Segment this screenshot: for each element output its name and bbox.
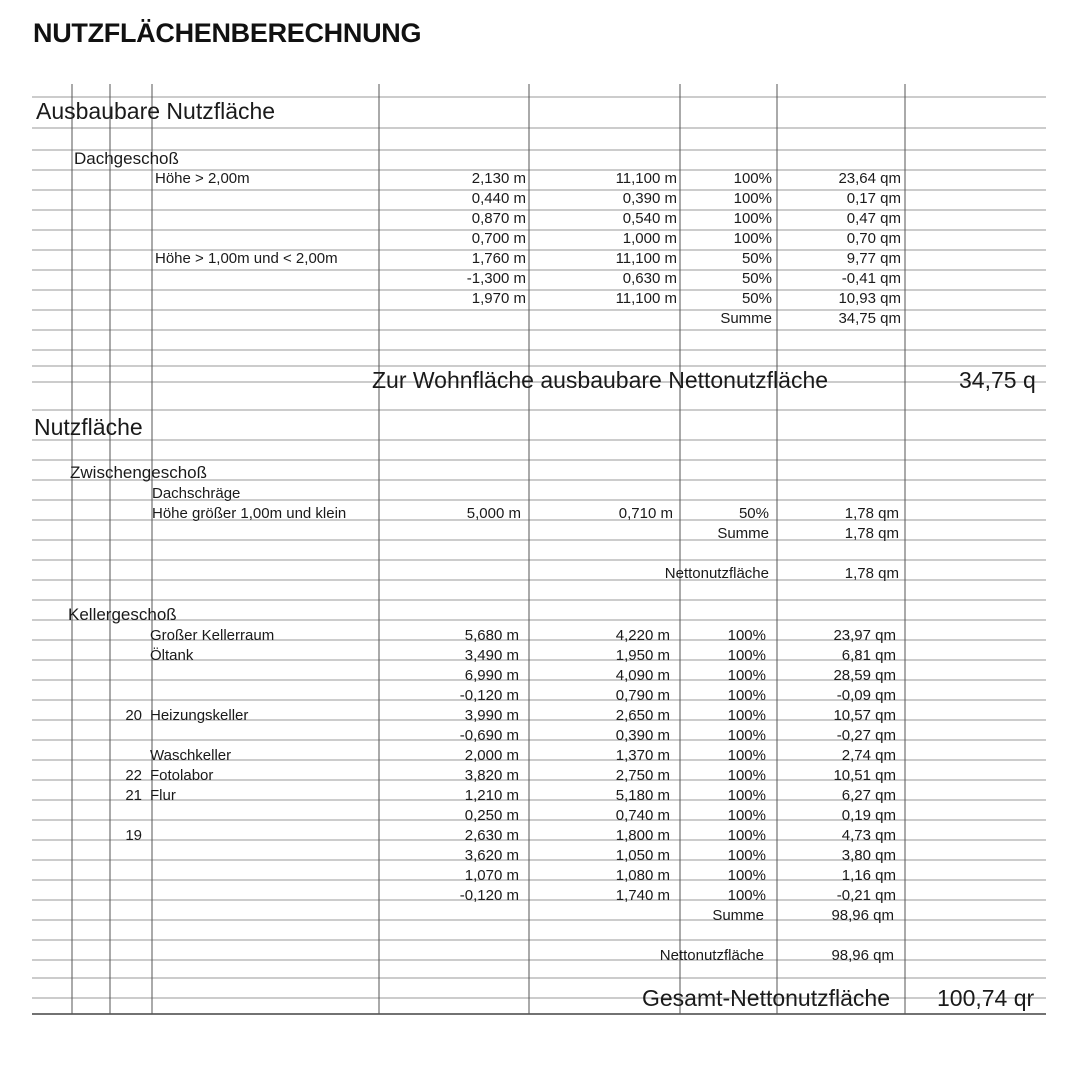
length-value: 0,250 m [464,807,519,824]
percent-value: 100% [727,627,766,644]
length-value: 1,760 m [471,250,526,267]
floor-label: Dachgeschoß [74,149,179,168]
row-label: Höhe > 2,00m [155,170,250,187]
area-value: 1,78 qm [844,505,899,522]
page-title: NUTZFLÄCHENBERECHNUNG [33,18,422,48]
width-value: 4,220 m [615,627,670,644]
area-value: 1,16 qm [841,867,896,884]
area-value: 28,59 qm [833,667,896,684]
sum-value: 98,96 qm [831,907,894,924]
width-value: 0,390 m [622,190,677,207]
percent-value: 50% [738,505,769,522]
room-number: 19 [125,827,142,844]
percent-value: 100% [727,647,766,664]
width-value: 0,790 m [615,687,670,704]
length-value: 2,000 m [464,747,519,764]
length-value: 0,870 m [471,210,526,227]
width-value: 0,540 m [622,210,677,227]
length-value: -1,300 m [466,270,526,287]
floor-label: Kellergeschoß [68,605,177,624]
net-label: Nettonutzfläche [664,565,769,582]
width-value: 1,000 m [622,230,677,247]
total-label: Zur Wohnfläche ausbaubare Nettonutzfläche [372,367,829,393]
length-value: 1,070 m [464,867,519,884]
length-value: -0,120 m [459,687,519,704]
sum-value: 34,75 qm [838,310,901,327]
percent-value: 100% [727,707,766,724]
width-value: 0,390 m [615,727,670,744]
area-value: 4,73 qm [841,827,896,844]
area-value: 0,70 qm [846,230,901,247]
percent-value: 100% [727,747,766,764]
grand-total-value: 100,74 qr [937,985,1035,1011]
row-label: Fotolabor [150,767,214,784]
row-label: Waschkeller [150,747,232,764]
percent-value: 50% [741,250,772,267]
length-value: -0,120 m [459,887,519,904]
sub-label: Dachschräge [152,485,241,502]
row-label: Großer Kellerraum [150,627,275,644]
column-shade [32,84,72,1014]
area-value: 10,51 qm [833,767,896,784]
width-value: 1,370 m [615,747,670,764]
width-value: 2,750 m [615,767,670,784]
width-value: 1,080 m [615,867,670,884]
length-value: 2,130 m [471,170,526,187]
grand-total-label: Gesamt-Nettonutzfläche [641,985,890,1011]
area-value: 6,81 qm [841,647,896,664]
percent-value: 100% [727,787,766,804]
width-value: 1,800 m [615,827,670,844]
percent-value: 100% [727,667,766,684]
width-value: 4,090 m [615,667,670,684]
length-value: 3,820 m [464,767,519,784]
length-value: 6,990 m [464,667,519,684]
percent-value: 100% [733,170,772,187]
length-value: -0,690 m [459,727,519,744]
width-value: 1,740 m [615,887,670,904]
length-value: 1,210 m [464,787,519,804]
length-value: 0,440 m [471,190,526,207]
area-value: 23,64 qm [838,170,901,187]
area-value: 9,77 qm [846,250,901,267]
width-value: 11,100 m [615,290,677,307]
length-value: 1,970 m [471,290,526,307]
row-label: Höhe > 1,00m und < 2,00m [155,250,338,267]
room-number: 22 [125,767,142,784]
area-value: 0,47 qm [846,210,901,227]
area-value: 0,19 qm [841,807,896,824]
area-value: -0,27 qm [836,727,896,744]
area-value: 3,80 qm [841,847,896,864]
net-value: 98,96 qm [831,947,894,964]
length-value: 0,700 m [471,230,526,247]
net-value: 1,78 qm [844,565,899,582]
percent-value: 100% [727,887,766,904]
percent-value: 100% [727,827,766,844]
row-label: Höhe größer 1,00m und klein [152,505,347,522]
floor-label: Zwischengeschoß [70,463,208,482]
room-number: 20 [125,707,142,724]
area-value: 10,93 qm [838,290,901,307]
sum-label: Summe [717,525,769,542]
net-label: Nettonutzfläche [659,947,764,964]
width-value: 0,740 m [615,807,670,824]
percent-value: 100% [733,230,772,247]
row-label: Flur [150,787,176,804]
width-value: 2,650 m [615,707,670,724]
width-value: 1,950 m [615,647,670,664]
percent-value: 100% [727,687,766,704]
area-value: 6,27 qm [841,787,896,804]
spreadsheet-scan [32,84,1046,1019]
width-value: 11,100 m [615,170,677,187]
section-title: Ausbaubare Nutzfläche [36,98,276,124]
width-value: 5,180 m [615,787,670,804]
length-value: 3,620 m [464,847,519,864]
percent-value: 50% [741,270,772,287]
room-number: 21 [125,787,142,804]
total-value: 34,75 q [959,367,1036,393]
section-title: Nutzfläche [34,414,143,440]
area-value: 2,74 qm [841,747,896,764]
width-value: 11,100 m [615,250,677,267]
length-value: 2,630 m [464,827,519,844]
length-value: 5,680 m [464,627,519,644]
percent-value: 100% [727,867,766,884]
percent-value: 100% [727,807,766,824]
sum-label: Summe [720,310,772,327]
width-value: 0,710 m [618,505,673,522]
length-value: 3,490 m [464,647,519,664]
row-label: Öltank [150,647,194,664]
area-value: 0,17 qm [846,190,901,207]
length-value: 3,990 m [464,707,519,724]
sum-label: Summe [712,907,764,924]
length-value: 5,000 m [466,505,521,522]
area-value: -0,09 qm [836,687,896,704]
percent-value: 100% [727,847,766,864]
percent-value: 100% [727,767,766,784]
width-value: 1,050 m [615,847,670,864]
percent-value: 100% [733,190,772,207]
area-value: 10,57 qm [833,707,896,724]
row-label: Heizungskeller [150,707,249,724]
sum-value: 1,78 qm [844,525,899,542]
width-value: 0,630 m [622,270,677,287]
percent-value: 50% [741,290,772,307]
percent-value: 100% [733,210,772,227]
area-value: -0,41 qm [841,270,901,287]
area-value: -0,21 qm [836,887,896,904]
area-value: 23,97 qm [833,627,896,644]
percent-value: 100% [727,727,766,744]
